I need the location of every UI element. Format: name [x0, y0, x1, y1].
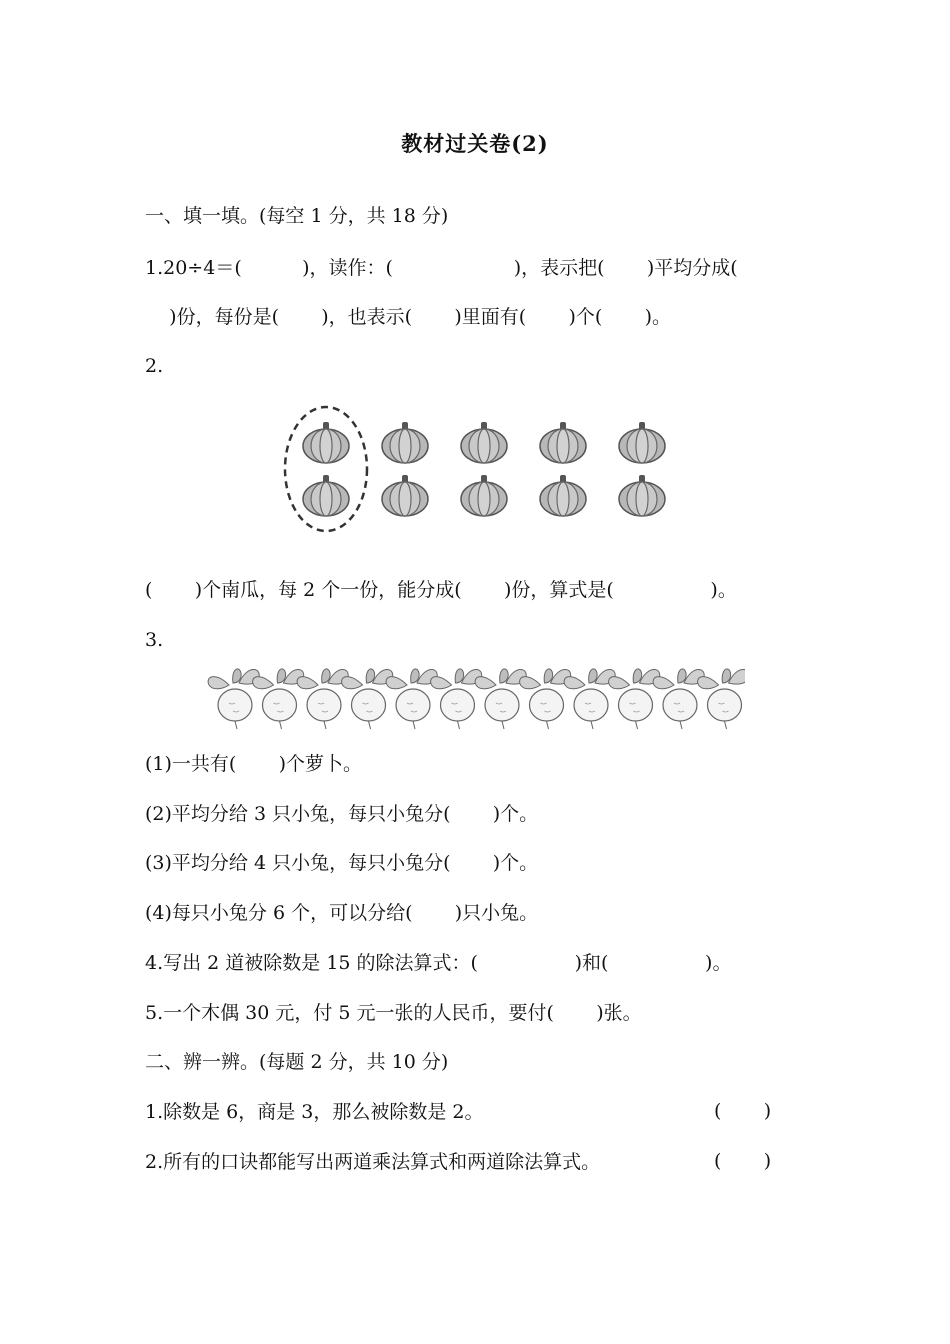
judge-item-1: 1.除数是 6，商是 3，那么被除数是 2。 — [145, 1101, 484, 1123]
radish-icon — [698, 669, 745, 729]
radish-icon — [297, 669, 348, 729]
q3-item-1: (1)一共有( )个萝卜。 — [145, 753, 363, 775]
radish-icon — [253, 669, 304, 729]
radish-icon — [520, 669, 571, 729]
radish-icon — [342, 669, 393, 729]
pumpkin-icon — [382, 475, 428, 516]
pumpkin-icon — [619, 475, 665, 516]
radish-icon — [475, 669, 526, 729]
q3-item-4: (4)每只小兔分 6 个，可以分给( )只小兔。 — [145, 902, 539, 924]
q3-item-2: (2)平均分给 3 只小兔，每只小兔分( )个。 — [145, 803, 539, 825]
pumpkin-icon — [461, 422, 507, 463]
q5-text: 5.一个木偶 30 元，付 5 元一张的人民币，要付( )张。 — [145, 1002, 642, 1024]
q3-label: 3. — [145, 629, 164, 651]
page-title: 教材过关卷(2) — [401, 131, 549, 156]
radish-icon — [609, 669, 660, 729]
pumpkin-icon — [303, 475, 349, 516]
pumpkin-icon — [303, 422, 349, 463]
radish-icon — [208, 669, 259, 729]
pumpkin-figure — [280, 400, 680, 540]
pumpkin-icon — [540, 422, 586, 463]
section2-heading: 二、辨一辨。(每题 2 分，共 10 分) — [145, 1051, 449, 1073]
pumpkin-icon — [382, 422, 428, 463]
radish-icon — [564, 669, 615, 729]
radish-icon — [431, 669, 482, 729]
judge-bracket-2[interactable]: ( ) — [714, 1150, 772, 1172]
q4-text: 4.写出 2 道被除数是 15 的除法算式：( )和( )。 — [145, 952, 732, 974]
pumpkin-icon — [540, 475, 586, 516]
q2-label: 2. — [145, 355, 164, 377]
radish-icon — [386, 669, 437, 729]
section1-heading: 一、填一填。(每空 1 分，共 18 分) — [145, 205, 449, 227]
q3-item-3: (3)平均分给 4 只小兔，每只小兔分( )个。 — [145, 852, 539, 874]
q1-line1: 1.20÷4＝( )，读作：( )，表示把( )平均分成( — [145, 257, 738, 279]
q1-line2: )份，每份是( )，也表示( )里面有( )个( )。 — [145, 306, 671, 328]
judge-bracket-1[interactable]: ( ) — [714, 1100, 772, 1122]
q2-text: ( )个南瓜，每 2 个一份，能分成( )份，算式是( )。 — [145, 579, 737, 601]
pumpkin-icon — [619, 422, 665, 463]
radish-icon — [653, 669, 704, 729]
radish-figure — [205, 663, 745, 733]
pumpkin-icon — [461, 475, 507, 516]
judge-item-2: 2.所有的口诀都能写出两道乘法算式和两道除法算式。 — [145, 1151, 601, 1173]
